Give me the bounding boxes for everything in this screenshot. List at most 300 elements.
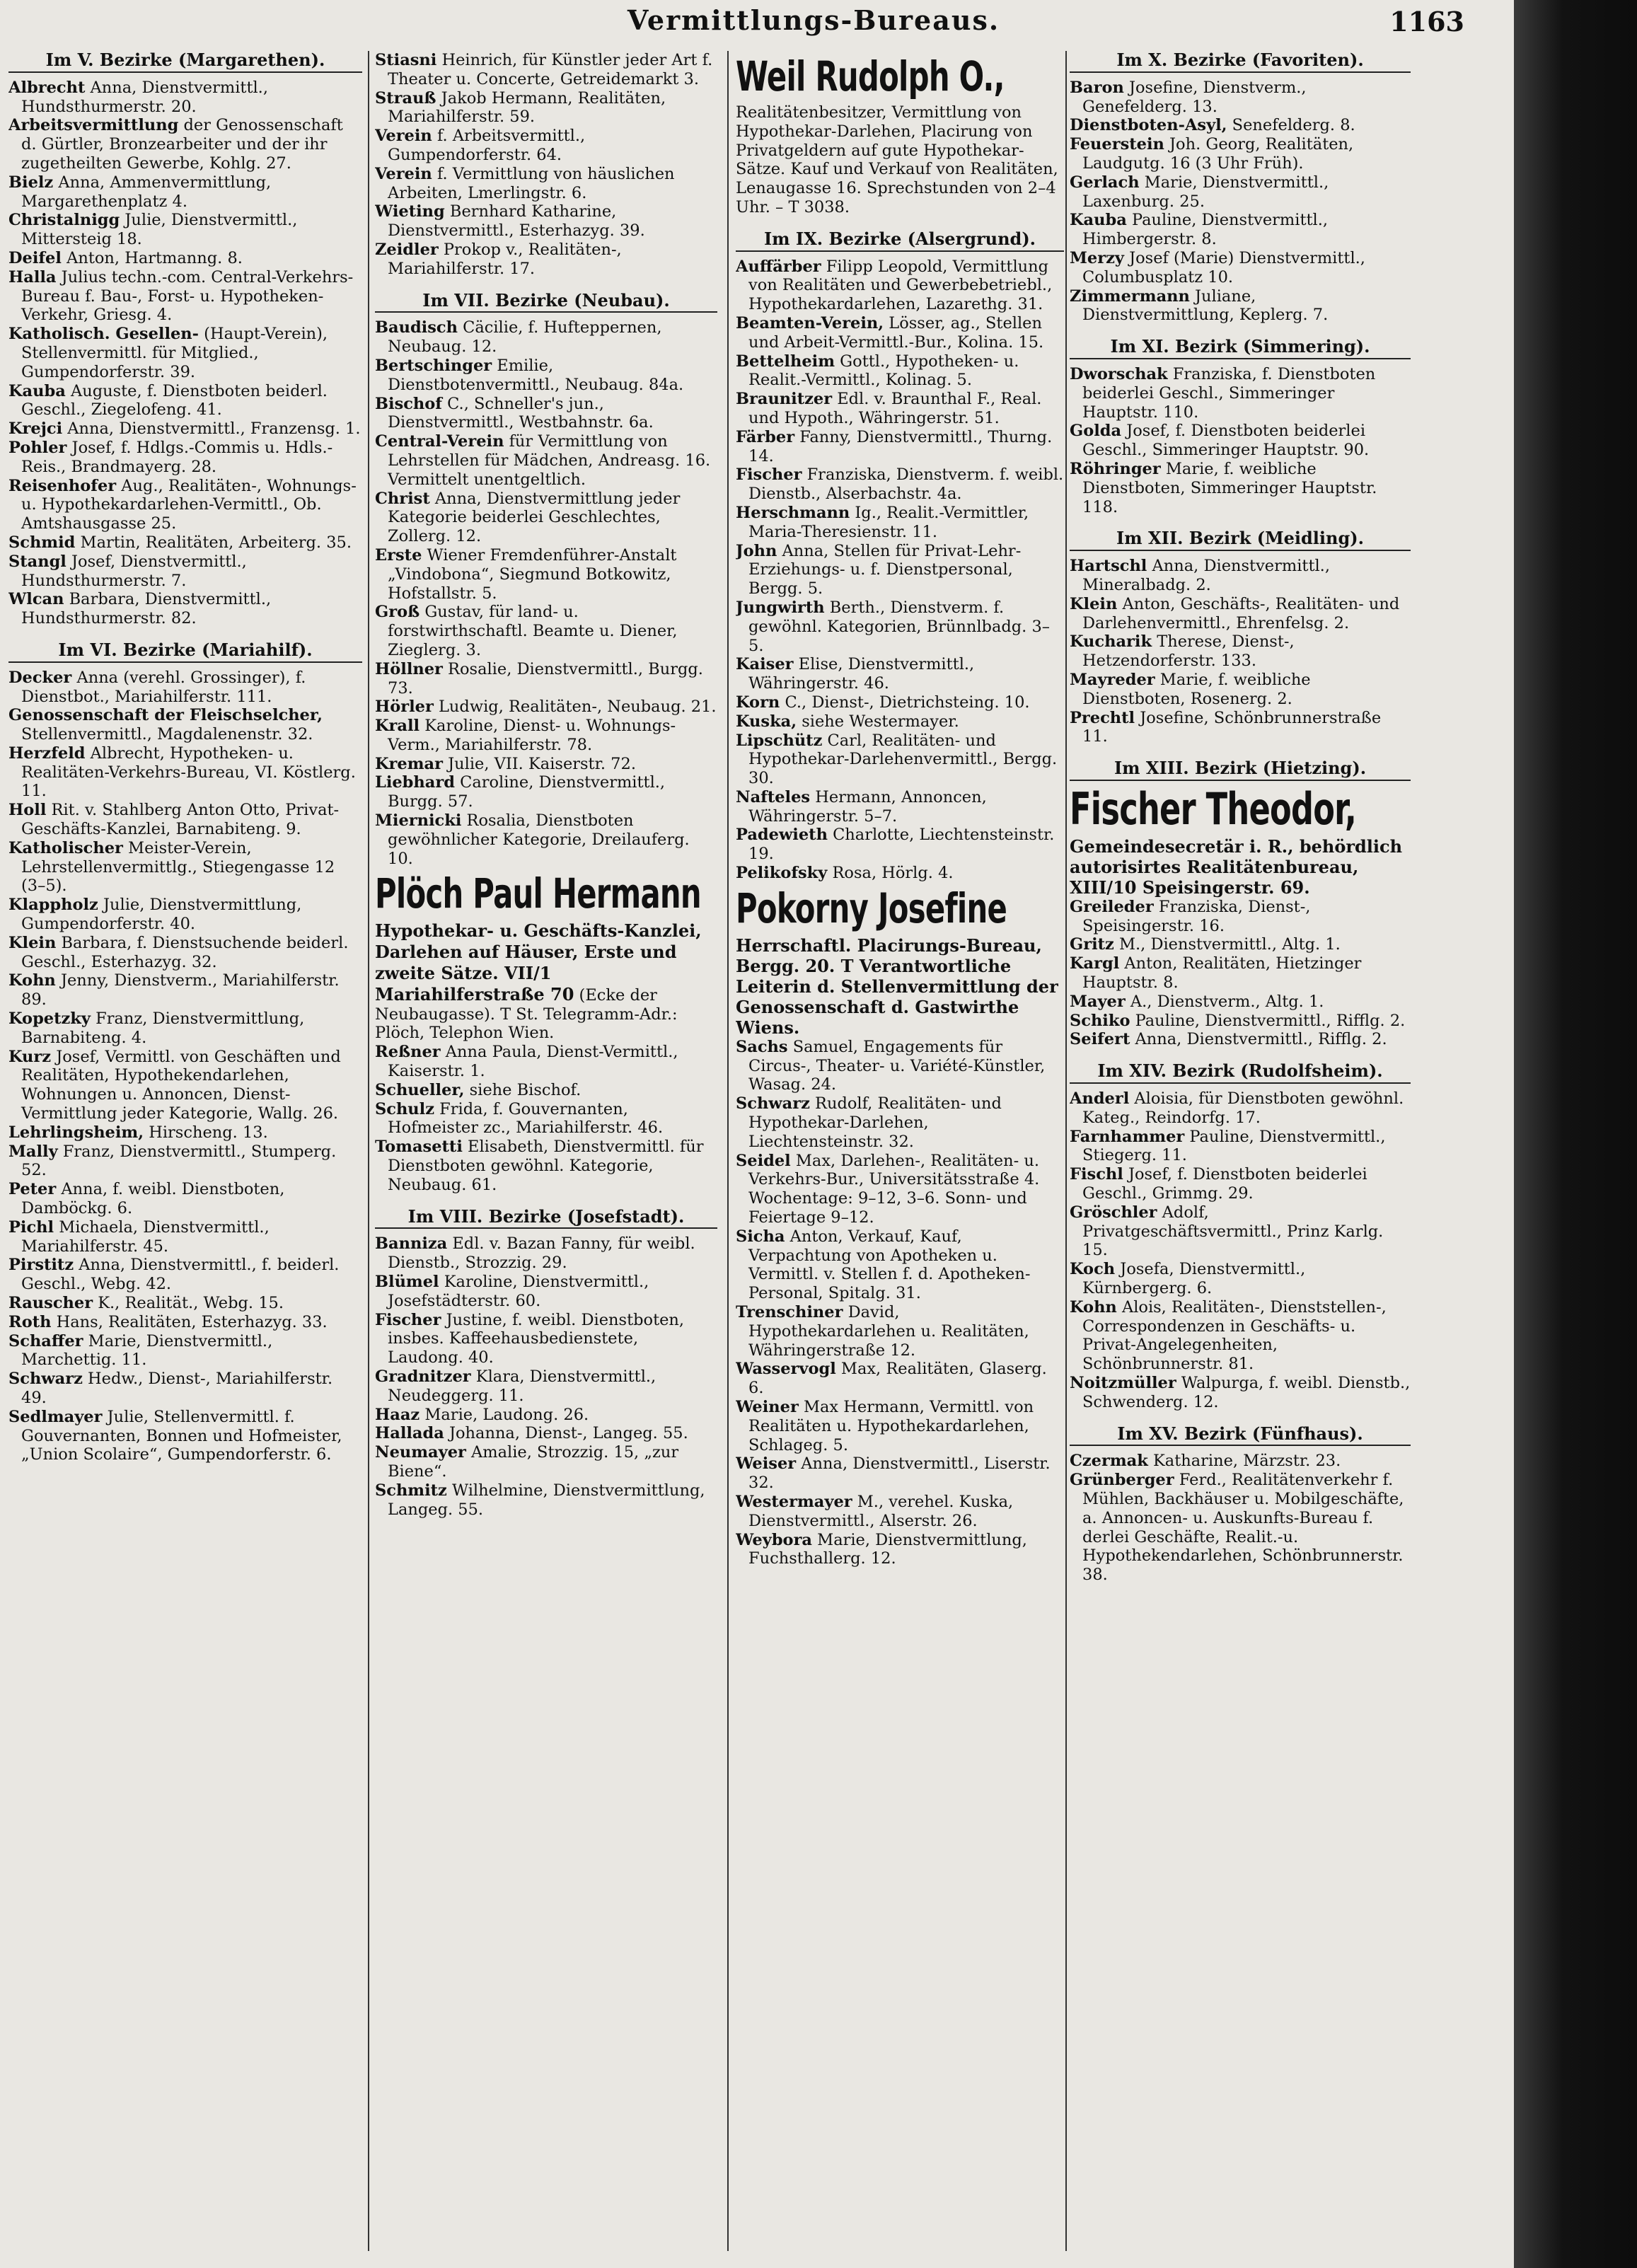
entry-details: Karoline, Dienst- u. Wohnungs-Verm., Mariahilferstr. 78. (388, 717, 676, 754)
district-heading: Im IX. Bezirke (Alsergrund). (736, 230, 1064, 252)
directory-entry (736, 788, 1064, 826)
entry-details: Anna (verehl. Grossinger), f. Dienstbot., Mariahilferstr. 111. (21, 668, 306, 706)
directory-entry (375, 717, 717, 755)
directory-entry (1070, 460, 1411, 516)
entry-name: Tomasetti (375, 1138, 463, 1157)
entry-details: Pauline, Dienstvermittl., Himbergerstr. 8. (1082, 211, 1329, 249)
entry-details: Fanny, Dienstvermittl., Thurng. 14. (748, 427, 1053, 465)
entry-details: Aloisia, für Dienstboten gewöhnl. Kateg., Reindorfg. 17. (1082, 1089, 1404, 1127)
directory-entry (375, 1234, 717, 1273)
entry-name: Fischer (736, 465, 802, 485)
column-rule (368, 51, 369, 2251)
entry-name: Rauscher (8, 1294, 93, 1312)
entry-details: Hedw., Dienst-, Mariahilferstr. 49. (21, 1370, 333, 1407)
directory-entry (736, 1038, 1064, 1094)
directory-entry (1070, 135, 1411, 173)
directory-entry (736, 1227, 1064, 1303)
entry-name: Gerlach (1070, 173, 1140, 192)
entry-name: Padewieth (736, 826, 828, 845)
entry-details: Senefelderg. 8. (1227, 116, 1355, 135)
entry-details: Justine, f. weibl. Dienstboten, insbes. Kaffeehausbedienstete, Laudong. 40. (388, 1310, 685, 1367)
directory-entry (375, 773, 717, 811)
directory-entry (1070, 211, 1411, 249)
entry-name: Schmitz (375, 1481, 447, 1500)
entry-details: Gottl., Hypotheken- u. Realit.-Vermittl., Kolinag. 5. (748, 352, 1019, 390)
entry-name: Sachs (736, 1037, 788, 1056)
entry-details: Prokop v., Realitäten-, Mariahilferstr. 17. (388, 240, 622, 278)
directory-entry (375, 698, 717, 717)
directory-entry (375, 1367, 717, 1406)
directory-entry (8, 1313, 362, 1332)
entry-name: Central-Verein (375, 432, 504, 451)
directory-entry (736, 693, 1064, 712)
entry-name: Schaffer (8, 1331, 83, 1350)
directory-entry (1070, 1089, 1411, 1128)
directory-entry (8, 706, 362, 744)
entry-name: Trenschiner (736, 1303, 843, 1322)
entry-name: Pelikofsky (736, 864, 828, 883)
directory-entry (8, 1142, 362, 1181)
entry-details: Josef, f. Dienstboten beiderlei Geschl., Grimmg. 29. (1082, 1165, 1367, 1203)
entry-details: A., Dienstverm., Altg. 1. (1125, 992, 1324, 1011)
district-heading: Im V. Bezirke (Margarethen). (8, 51, 362, 73)
entry-details: Barbara, f. Dienstsuchende beiderl. Geschl., Esterhazyg. 32. (21, 933, 349, 971)
entry-details: Max, Darlehen-, Realitäten- u. Verkehrs-Bur., Universitätsstraße 4. Wochentage: 9–12, 3–6. Sonn- und Feiertage 9–12. (748, 1151, 1040, 1227)
directory-entry (1070, 954, 1411, 993)
district-heading: Im XII. Bezirk (Meidling). (1070, 529, 1411, 551)
entry-details: Marie, Dienstvermittl., Laxenburg. 25. (1082, 173, 1329, 211)
entry-name: Wasservogl (736, 1360, 836, 1379)
district-heading: Im VI. Bezirke (Mariahilf). (8, 641, 362, 663)
entry-details: Anna, Dienstvermittl., Rifflg. 2. (1130, 1030, 1387, 1049)
entry-details: (Haupt-Verein), Stellenvermittl. für Mitglied., Gumpendorferstr. 39. (21, 325, 328, 381)
entry-name: Katholischer (8, 838, 123, 857)
directory-entry (8, 1332, 362, 1370)
directory-entry (375, 357, 717, 395)
entry-details: Anna, Dienstvermittl., Liserstr. 32. (748, 1454, 1051, 1493)
directory-entry (1070, 1471, 1411, 1585)
entry-name: Lehrlingsheim, (8, 1123, 144, 1142)
entry-name: Kurz (8, 1047, 52, 1066)
entry-details: Adolf, Privatgeschäftsvermittl., Prinz Karlg. 15. (1082, 1203, 1384, 1260)
directory-entry (1070, 79, 1411, 117)
entry-details: Anna, Dienstvermittlung jeder Kategorie beiderlei Geschlechtes, Zollerg. 12. (388, 489, 681, 546)
advert-body: Herrschaftl. Placirungs-Bureau, Bergg. 20. T Verantwortliche Leiterin d. Stellenvermittlung der Genossenschaft d. Gastwirthe Wiens. (736, 935, 1058, 1038)
entry-details: Anna, f. weibl. Dienstboten, Damböckg. 6. (21, 1180, 285, 1218)
entry-details: Rosalie, Dienstvermittl., Burgg. 73. (388, 659, 703, 698)
entry-details: Karoline, Dienstvermittl., Josefstädterstr. 60. (388, 1273, 649, 1310)
entry-details: Jakob Hermann, Realitäten, Mariahilferstr. 59. (388, 88, 666, 127)
directory-entry (8, 1218, 362, 1256)
entry-details: Josefa, Dienstvermittl., Kürnbergerg. 6. (1082, 1260, 1306, 1298)
entry-details: Edl. v. Braunthal F., Real. und Hypoth., Währingerstr. 51. (748, 390, 1042, 427)
directory-entry (8, 268, 362, 325)
entry-details: Cäcilie, f. Hufteppernen, Neubaug. 12. (388, 318, 662, 357)
directory-entry (1070, 116, 1411, 135)
entry-name: Pirstitz (8, 1256, 74, 1275)
entry-details: siehe Bischof. (464, 1080, 582, 1099)
entry-name: Mayer (1070, 992, 1126, 1011)
directory-entry (8, 1408, 362, 1464)
entry-name: Albrecht (8, 78, 86, 97)
entry-details: Rudolf, Realitäten- und Hypothekar-Darlehen, Liechtensteinstr. 32. (748, 1094, 1002, 1151)
entry-list (1070, 557, 1411, 746)
entry-details: Franziska, Dienstverm. f. weibl. Dienstb., Alserbachstr. 4a. (748, 465, 1064, 504)
entry-details: Hermann, Annoncen, Währingerstr. 5–7. (748, 787, 987, 826)
directory-entry (736, 712, 1064, 731)
entry-details: Anton, Verkauf, Kauf, Verpachtung von Apotheken u. Vermittl. v. Stellen f. d. Apotheken-Personal, Spitalg. 31. (748, 1227, 1031, 1303)
entry-name: Gröschler (1070, 1203, 1157, 1222)
directory-entry (8, 211, 362, 249)
entry-name: Kauba (8, 381, 66, 400)
entry-name: Herschmann (736, 503, 850, 522)
entry-name: Seidel (736, 1151, 791, 1170)
directory-entry (736, 314, 1064, 352)
directory-entry (8, 590, 362, 628)
entry-details: Caroline, Dienstvermittl., Burgg. 57. (388, 773, 666, 811)
advert-body: Gemeindesecretär i. R., behördlich autorisirtes Realitätenbureau, XIII/10 Speisingerstr. 69. (1070, 835, 1403, 898)
entry-name: Liebhard (375, 773, 455, 792)
entry-name: Anderl (1070, 1089, 1130, 1109)
directory-entry (8, 477, 362, 533)
directory-entry (1070, 1012, 1411, 1031)
directory-entry (736, 1360, 1064, 1398)
entry-details: Anna Paula, Dienst-Vermittl., Kaiserstr. 1. (388, 1043, 678, 1081)
entry-details: Anna, Dienstvermittl., Hundsthurmerstr. 20. (21, 78, 268, 116)
entry-name: Sedlmayer (8, 1407, 103, 1426)
entry-name: Färber (736, 427, 795, 446)
directory-entry (8, 971, 362, 1009)
entry-name: Stangl (8, 552, 66, 571)
entry-name: Hartschl (1070, 557, 1147, 576)
directory-entry (375, 811, 717, 868)
directory-entry (8, 552, 362, 591)
entry-name: Kauba (1070, 211, 1127, 230)
entry-name: Schwarz (8, 1370, 83, 1389)
entry-details: Rit. v. Stahlberg Anton Otto, Privat-Geschäfts-Kanzlei, Barnabiteng. 9. (21, 801, 340, 839)
entry-name: Arbeitsvermittlung (8, 116, 179, 135)
entry-details: Franziska, f. Dienstboten beiderlei Geschl., Simmeringer Hauptstr. 110. (1082, 364, 1376, 422)
entry-details: Rosalia, Dienstboten gewöhnlicher Kategorie, Dreilauferg. 10. (388, 811, 690, 868)
entry-name: Roth (8, 1312, 52, 1331)
entry-name: Lipschütz (736, 731, 823, 750)
entry-name: Reßner (375, 1043, 441, 1062)
advert-title: Plöch Paul Hermann (375, 869, 701, 918)
entry-details: Josef (Marie) Dienstvermittl., Columbusplatz 10. (1082, 248, 1365, 287)
directory-entry (1070, 935, 1411, 954)
entry-details: K., Realität., Webg. 15. (93, 1294, 284, 1312)
directory-entry (375, 1100, 717, 1138)
entry-details: Michaela, Dienstvermittl., Mariahilferstr. 45. (21, 1217, 270, 1256)
entry-details: Julie, Dienstvermittlung, Gumpendorferstr. 40. (21, 896, 302, 934)
entry-details: Aug., Realitäten-, Wohnungs- u. Hypothekardarlehen-Vermittl., Ob. Amtshausgasse 25. (21, 476, 357, 533)
entry-name: Röhringer (1070, 459, 1161, 478)
entry-details: Elisabeth, Dienstvermittl. für Dienstboten gewöhnl. Kategorie, Neubaug. 61. (388, 1138, 704, 1194)
entry-details: Ferd., Realitätenverkehr f. Mühlen, Backhäuser u. Mobilgeschäfte, a. Annoncen- u. Auskunfts-Bureau f. derlei Geschäfte, Realit.-u. Hypothekendarlehen, Schönbrunnerstr. 38. (1082, 1471, 1404, 1585)
entry-name: Bertschinger (375, 356, 492, 375)
entry-list (375, 318, 717, 868)
entry-name: Jungwirth (736, 598, 825, 617)
entry-details: Marie, Laudong. 26. (420, 1405, 589, 1424)
entry-name: Hörler (375, 698, 434, 717)
entry-list (8, 79, 362, 628)
entry-details: Pauline, Dienstvermittl., Rifflg. 2. (1130, 1011, 1406, 1030)
directory-entry (375, 603, 717, 659)
page-number: 1163 (1389, 6, 1464, 37)
entry-list (375, 1234, 717, 1519)
entry-details: Julie, VII. Kaiserstr. 72. (442, 754, 636, 773)
entry-name: Haaz (375, 1405, 420, 1424)
directory-entry (375, 1443, 717, 1481)
column-1 (8, 51, 362, 2258)
district-heading: Im XIV. Bezirk (Rudolfsheim). (1070, 1062, 1411, 1084)
entry-name: Baudisch (375, 318, 458, 337)
entry-name: Miernicki (375, 811, 462, 831)
entry-details: Rosa, Hörlg. 4. (827, 864, 954, 883)
column-2 (375, 51, 717, 2258)
entry-details: Johanna, Dienst-, Langeg. 55. (444, 1424, 688, 1443)
directory-entry (375, 1081, 717, 1100)
directory-entry (1070, 1203, 1411, 1260)
directory-entry (8, 896, 362, 934)
directory-entry (736, 864, 1064, 883)
entry-details: Katharine, Märzstr. 23. (1147, 1452, 1341, 1471)
directory-entry (1070, 173, 1411, 212)
directory-entry (1070, 422, 1411, 460)
directory-entry (8, 801, 362, 839)
entry-name: Merzy (1070, 248, 1124, 267)
entry-name: Gradnitzer (375, 1367, 471, 1386)
entry-name: Genossenschaft der Fleischselcher, (8, 706, 323, 725)
directory-entry (1070, 365, 1411, 422)
entry-details: Franz, Dienstvermittl., Stumperg. 52. (21, 1142, 337, 1180)
directory-entry (736, 731, 1064, 788)
directory-entry (736, 1531, 1064, 1569)
entry-details: Anna, Ammenvermittlung, Margarethenplatz 4. (21, 173, 272, 211)
entry-details: Berth., Dienstverm. f. gewöhnl. Kategorien, Brünnlbadg. 3–5. (748, 598, 1051, 655)
entry-list (1070, 1452, 1411, 1585)
entry-details: Therese, Dienst-, Hetzendorferstr. 133. (1082, 632, 1295, 671)
entry-details: Klara, Dienstvermittl., Neudeggerg. 11. (388, 1367, 656, 1405)
entry-details: Elise, Dienstvermittl., Währingerstr. 46. (748, 655, 975, 693)
advert-body-plain: Realitätenbesitzer, Vermittlung von Hypothekar-Darlehen, Placirung von Privatgeldern auf gute Hypothekar-Sätze. Kauf und Verkauf von Realitäten, Lenaugasse 16. Sprechstunden von 2–4 Uhr. – T 3038. (736, 103, 1058, 216)
directory-entry (8, 1294, 362, 1313)
entry-details: Walpurga, f. weibl. Dienstb., Schwenderg. 12. (1082, 1374, 1411, 1411)
entry-name: Weiser (736, 1454, 797, 1474)
directory-entry (8, 249, 362, 268)
entry-name: Pichl (8, 1217, 54, 1237)
entry-details: siehe Westermayer. (797, 712, 959, 731)
directory-entry (736, 1454, 1064, 1493)
entry-name: Strauß (375, 88, 436, 108)
entry-name: Deifel (8, 248, 62, 267)
directory-entry (736, 1152, 1064, 1227)
entry-details: f. Arbeitsvermittl., Gumpendorferstr. 64. (388, 127, 586, 164)
entry-name: Schueller, (375, 1080, 465, 1099)
directory-entry (375, 1043, 717, 1081)
directory-entry (736, 1398, 1064, 1454)
entry-details: Josefine, Dienstverm., Genefelderg. 13. (1082, 78, 1307, 116)
entry-name: Czermak (1070, 1452, 1148, 1471)
entry-details: Marie, f. weibliche Dienstboten, Rosenerg. 2. (1082, 670, 1311, 708)
entry-name: Schulz (375, 1099, 434, 1118)
entry-details: Ig., Realit.-Vermittler, Maria-Theresienstr. 11. (748, 503, 1029, 541)
entry-list (375, 1043, 717, 1194)
column-3 (736, 51, 1064, 2258)
entry-details: David, Hypothekardarlehen u. Realitäten, Währingerstraße 12. (748, 1303, 1029, 1360)
entry-name: Bielz (8, 173, 54, 192)
directory-entry (1070, 287, 1411, 325)
entry-details: f. Vermittlung von häuslichen Arbeiten, Lmerlingstr. 6. (388, 164, 675, 202)
directory-entry (736, 655, 1064, 693)
directory-entry (8, 744, 362, 801)
entry-name: Höllner (375, 659, 443, 678)
entry-name: Reisenhofer (8, 476, 117, 495)
entry-name: Klein (8, 933, 57, 952)
entry-details: Josef, Dienstvermittl., Hundsthurmerstr. 7. (21, 552, 247, 590)
directory-entry (1070, 993, 1411, 1012)
directory-entry (375, 1481, 717, 1520)
directory-entry (1070, 898, 1411, 936)
entry-name: Korn (736, 693, 780, 712)
directory-entry (736, 428, 1064, 466)
entry-name: Erste (375, 545, 422, 565)
directory-entry (375, 89, 717, 127)
directory-entry (8, 1370, 362, 1408)
entry-details: Marie, Dienstvermittlung, Fuchsthallerg. 12. (748, 1530, 1027, 1568)
entry-details: Wiener Fremdenführer-Anstalt „Vindobona“, Siegmund Botkowitz, Hofstallstr. 5. (388, 545, 677, 603)
directory-entry (375, 660, 717, 698)
entry-list (375, 51, 717, 279)
directory-entry (375, 202, 717, 241)
entry-name: Krall (375, 717, 420, 736)
advert-title: Pokorny Josefine (736, 884, 1007, 932)
directory-entry (736, 390, 1064, 428)
entry-details: Auguste, f. Dienstboten beiderl. Geschl., Ziegelofeng. 41. (21, 381, 328, 420)
entry-list (1070, 79, 1411, 325)
directory-entry (8, 1123, 362, 1142)
entry-name: Koch (1070, 1260, 1116, 1279)
entry-details: Max, Realitäten, Glaserg. 6. (748, 1360, 1047, 1398)
entry-details: Josefine, Schönbrunnerstraße 11. (1082, 708, 1382, 746)
directory-entry (8, 1256, 362, 1294)
entry-details: Heinrich, für Künstler jeder Art f. Theater u. Concerte, Getreidemarkt 3. (388, 51, 713, 88)
entry-name: Greileder (1070, 897, 1154, 916)
entry-details: Meister-Verein, Lehrstellenvermittlg., Stiegengasse 12 (3–5). (21, 838, 335, 896)
directory-entry (1070, 595, 1411, 633)
entry-name: Beamten-Verein, (736, 313, 884, 332)
entry-details: Jenny, Dienstverm., Mariahilferstr. 89. (21, 971, 340, 1009)
entry-details: Joh. Georg, Realitäten, Laudgutg. 16 (3 Uhr Früh). (1082, 135, 1354, 173)
entry-name: Fischer (375, 1310, 441, 1329)
entry-details: Anna, Dienstvermittl., Mineralbadg. 2. (1082, 557, 1330, 594)
directory-entry (375, 51, 717, 89)
page-header (0, 4, 1514, 47)
directory-entry (736, 542, 1064, 598)
entry-details: Josef, f. Dienstboten beiderlei Geschl., Simmeringer Hauptstr. 90. (1082, 422, 1370, 460)
entry-name: Neumayer (375, 1443, 466, 1462)
entry-details: Barbara, Dienstvermittl., Hundsthurmerstr. 82. (21, 590, 272, 628)
directory-entry (375, 165, 717, 203)
directory-entry (1070, 1165, 1411, 1203)
entry-name: Bischof (375, 394, 442, 413)
entry-list (736, 258, 1064, 883)
entry-name: John (736, 541, 777, 560)
entry-name: Kaiser (736, 655, 794, 674)
entry-details: Martin, Realitäten, Arbeiterg. 35. (75, 533, 352, 552)
directory-entry (375, 1311, 717, 1367)
entry-list (8, 669, 362, 1464)
entry-name: Halla (8, 267, 57, 287)
entry-name: Stiasni (375, 51, 437, 69)
entry-details: Stellenvermittl., Magdalenenstr. 32. (21, 725, 313, 744)
entry-name: Westermayer (736, 1493, 852, 1511)
directory-entry (8, 116, 362, 173)
entry-name: Golda (1070, 422, 1122, 441)
district-heading: Im VII. Bezirke (Neubau). (375, 291, 717, 313)
directory-entry (1070, 709, 1411, 747)
directory-entry (375, 1424, 717, 1443)
entry-details: Hans, Realitäten, Esterhazyg. 33. (51, 1312, 328, 1331)
entry-name: Herzfeld (8, 744, 86, 763)
directory-entry (736, 826, 1064, 864)
entry-name: Feuerstein (1070, 135, 1164, 154)
advert-body-plain: (Ecke der Neubaugasse). T St. Telegramm-Adr.: Plöch, Telephon Wien. (375, 985, 678, 1043)
entry-name: Bettelheim (736, 352, 835, 371)
entry-details: Lösser, ag., Stellen und Arbeit-Vermittl.-Bur., Kolina. 15. (748, 313, 1044, 352)
entry-name: Krejci (8, 420, 63, 439)
entry-name: Kremar (375, 754, 443, 773)
entry-details: Gustav, für land- u. forstwirthschaftl. Beamte u. Diener, Zieglerg. 3. (388, 603, 678, 659)
entry-name: Dworschak (1070, 364, 1168, 383)
entry-details: Bernhard Katharine, Dienstvermittl., Esterhazyg. 39. (388, 202, 645, 241)
district-heading: Im X. Bezirke (Favoriten). (1070, 51, 1411, 73)
entry-details: Charlotte, Liechtensteinstr. 19. (748, 826, 1055, 864)
directory-entry (1070, 1128, 1411, 1166)
entry-name: Noitzmüller (1070, 1374, 1176, 1393)
entry-details: Josef, Vermittl. von Geschäften und Realitäten, Hypothekendarlehen, Wohnungen u. Annoncen, Dienst-Vermittlung jeder Kategorie, Wallg. 26. (21, 1047, 341, 1123)
directory-entry (736, 1094, 1064, 1151)
entry-name: Schwarz (736, 1094, 810, 1113)
entry-details: Anton, Realitäten, Hietzinger Hauptstr. 8. (1082, 954, 1362, 993)
entry-name: Sicha (736, 1227, 785, 1246)
entry-name: Peter (8, 1180, 57, 1199)
entry-name: Groß (375, 603, 420, 622)
entry-name: Mally (8, 1142, 58, 1161)
advert-body: Hypothekar- u. Geschäfts-Kanzlei, Darlehen auf Häuser, Erste und zweite Sätze. VII/1 Mariahilferstraße 70 (375, 920, 702, 1005)
directory-entry (8, 1180, 362, 1218)
directory-entry (8, 1048, 362, 1123)
entry-details: Amalie, Strozzig. 15, „zur Biene“. (388, 1443, 679, 1481)
entry-details: Frida, f. Gouvernanten, Hofmeister zc., Mariahilferstr. 46. (388, 1099, 664, 1138)
entry-list (1070, 898, 1411, 1049)
entry-details: Julius techn.-com. Central-Verkehrs-Bureau f. Bau-, Forst- u. Hypotheken-Verkehr, Griesg. 4. (21, 267, 354, 325)
entry-name: Klappholz (8, 896, 98, 915)
entry-name: Weiner (736, 1398, 799, 1417)
entry-name: Katholisch. Gesellen- (8, 325, 199, 344)
entry-name: Braunitzer (736, 390, 833, 409)
entry-details: Marie, Dienstvermittl., Marchettig. 11. (21, 1331, 273, 1370)
district-heading: Im VIII. Bezirke (Josefstadt). (375, 1208, 717, 1230)
entry-name: Nafteles (736, 787, 811, 806)
entry-details: Anna, Stellen für Privat-Lehr-Erziehungs- u. f. Dienstpersonal, Bergg. 5. (748, 541, 1022, 598)
directory-entry (1070, 1260, 1411, 1298)
entry-details: Josef, f. Hdlgs.-Commis u. Hdls.-Reis., Brandmayerg. 28. (21, 438, 333, 476)
entry-details: M., verehel. Kuska, Dienstvermittl., Alserstr. 26. (748, 1493, 1014, 1530)
directory-entry (375, 490, 717, 546)
directory-entry (736, 352, 1064, 390)
directory-entry (1070, 1030, 1411, 1049)
